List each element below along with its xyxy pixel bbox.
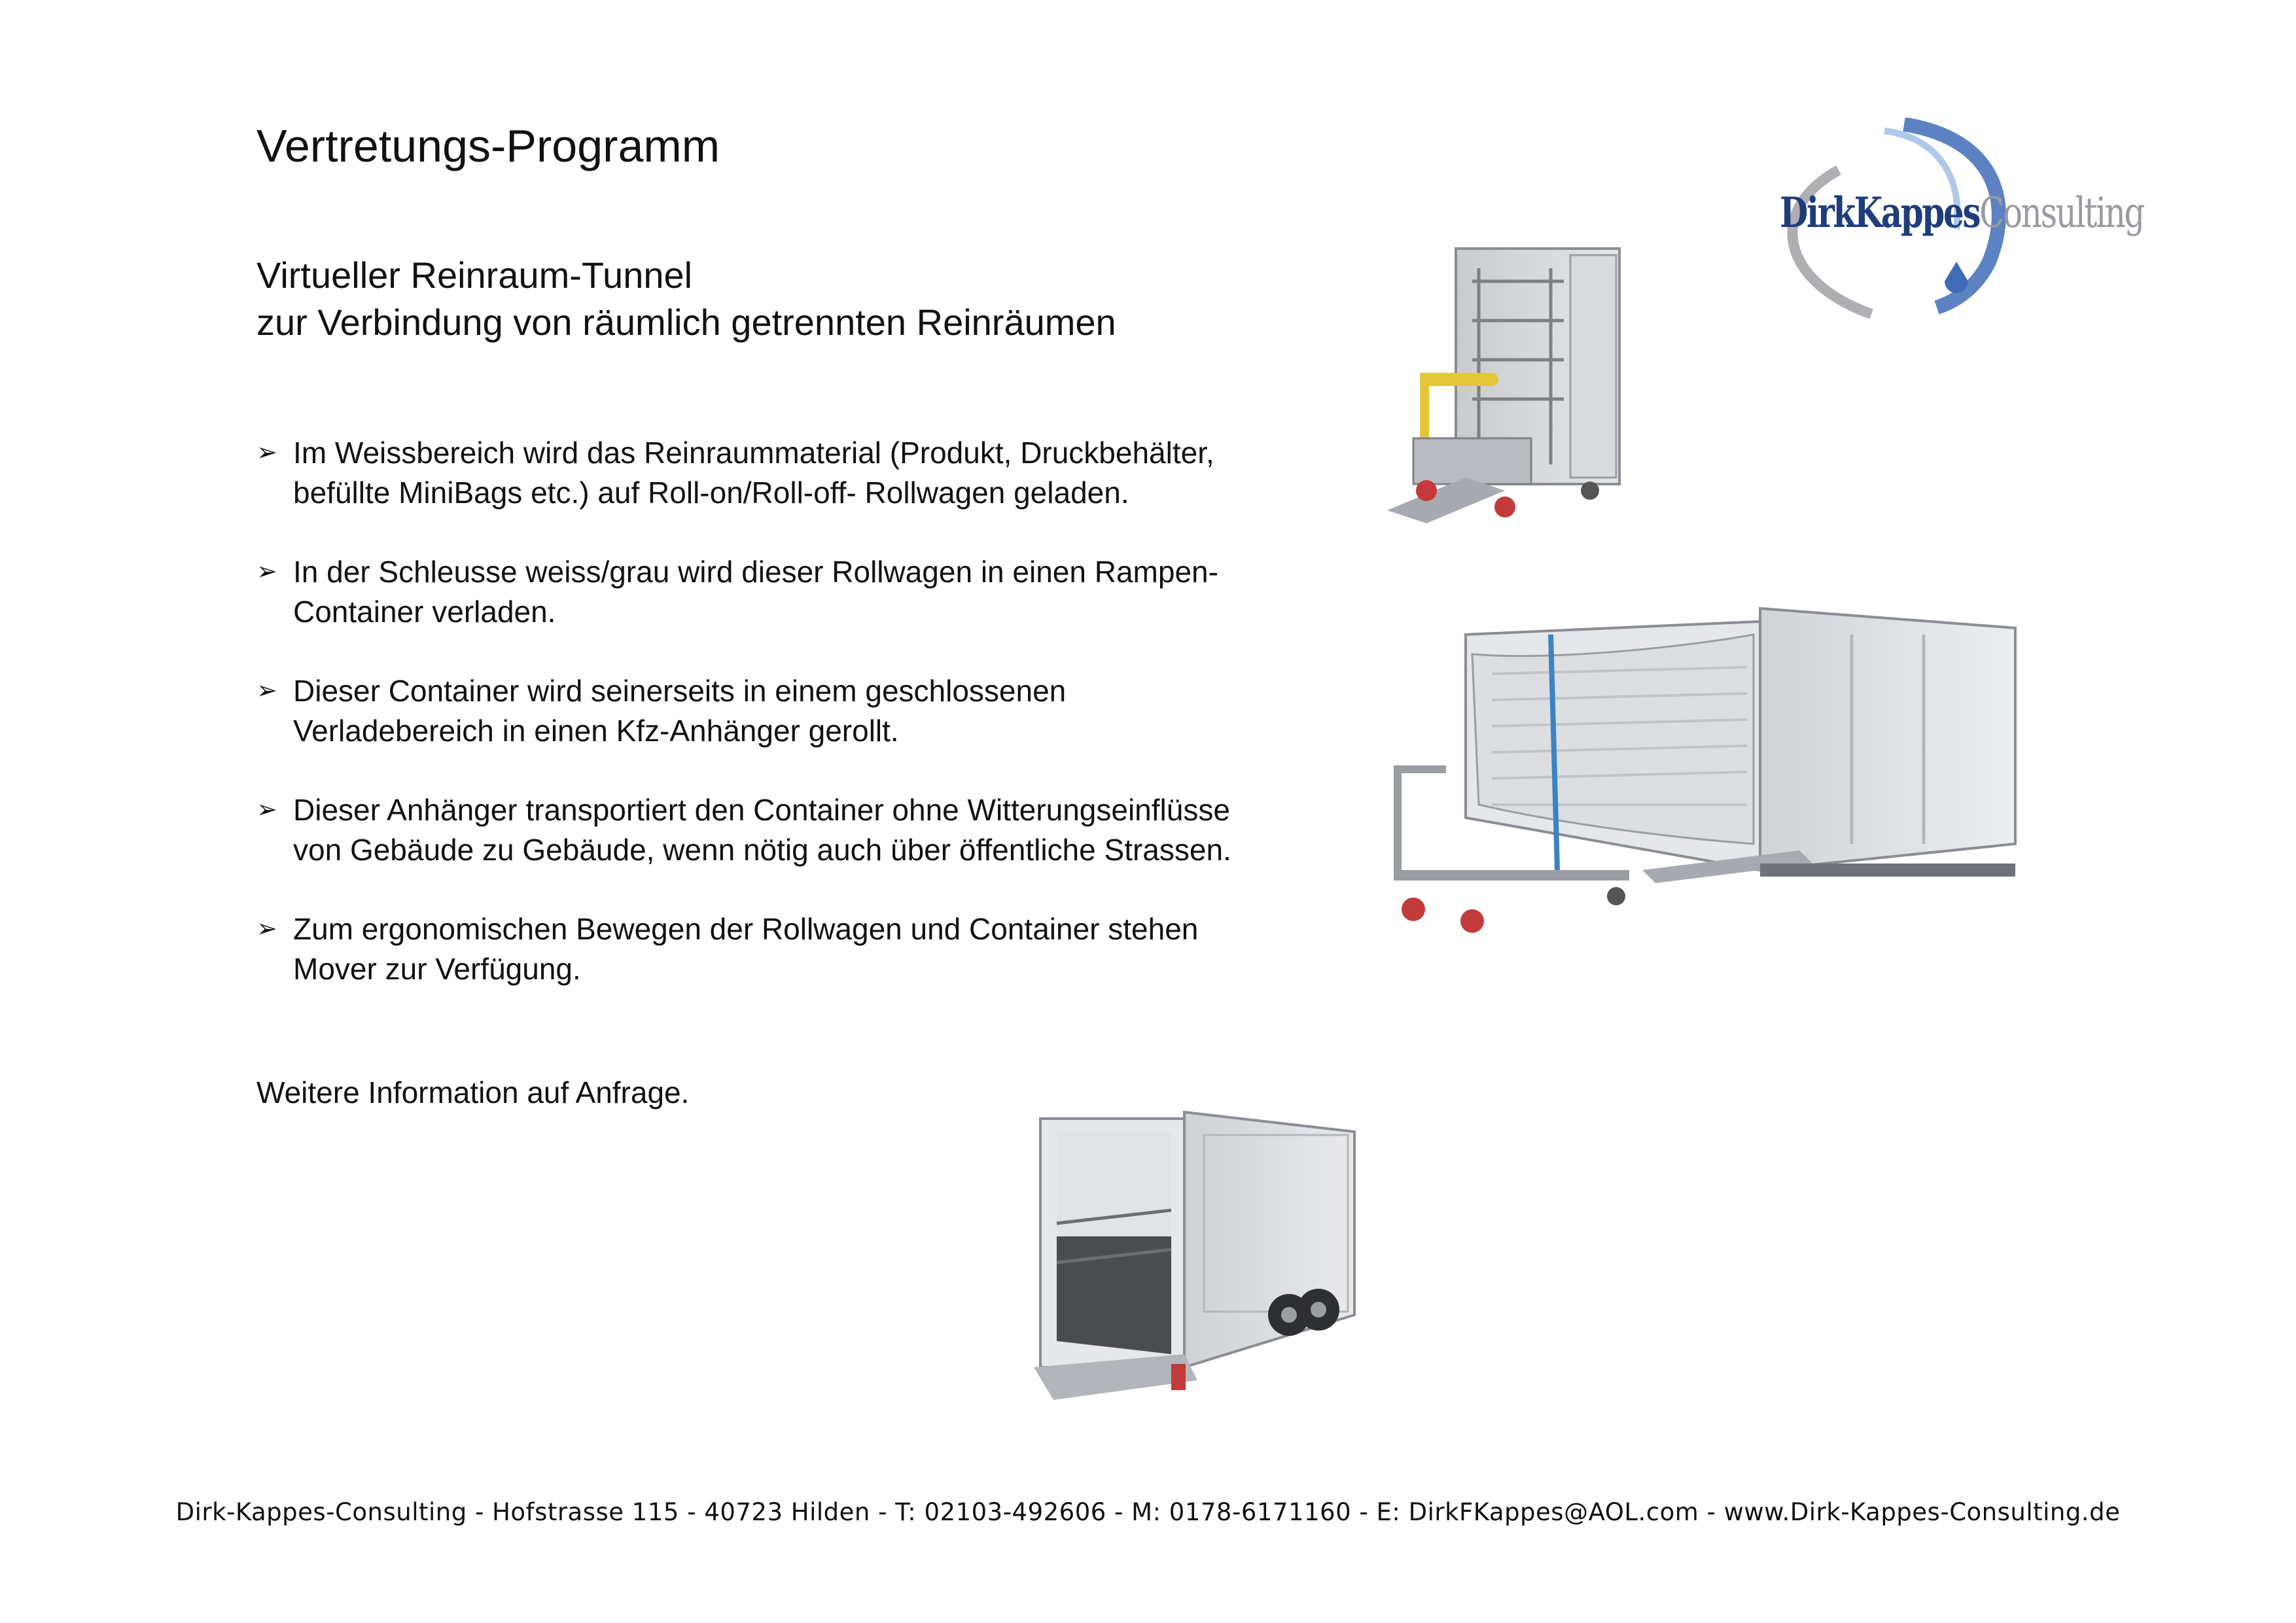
company-logo: [1740, 118, 2144, 327]
bullet-item: [256, 552, 1277, 632]
arrow-bullet-icon: ➢: [256, 677, 277, 705]
bullet-text-line: Dieser Anhänger transportiert den Container ohne Witterungseinflüsse: [293, 793, 1230, 827]
bullet-list: [256, 433, 1277, 1028]
arrow-bullet-icon: ➢: [256, 439, 277, 466]
bullet-text-line: Verladebereich in einen Kfz-Anhänger gerollt.: [293, 714, 899, 748]
subtitle-line-2: zur Verbindung von räumlich getrennten Reinräumen: [256, 302, 1116, 343]
bullet-item: [256, 790, 1277, 870]
bullet-text-line: Zum ergonomischen Bewegen der Rollwagen und Container stehen: [293, 912, 1199, 946]
subtitle-line-1: Virtueller Reinraum-Tunnel: [256, 254, 693, 296]
logo-word-2: Consulting: [1979, 189, 2144, 237]
page-title: Vertretungs-Programm: [256, 120, 720, 171]
box-trailer-image: [1027, 1106, 1368, 1400]
footer-contact: Dirk-Kappes-Consulting - Hofstrasse 115 - 40723 Hilden - T: 02103-492606 - M: 0178-6171160 - E: DirkFKappes@AOL.com - www.Dirk-Kappes-Consulting.de: [175, 1498, 2121, 1526]
bullet-text-line: Mover zur Verfügung.: [293, 952, 581, 986]
bullet-item: [256, 433, 1277, 513]
bullet-text-line: von Gebäude zu Gebäude, wenn nötig auch über öffentliche Strassen.: [293, 833, 1231, 867]
bullet-item: [256, 909, 1277, 989]
subtitle-block: [256, 252, 1116, 346]
arrow-bullet-icon: ➢: [256, 558, 277, 585]
arrow-bullet-icon: ➢: [256, 796, 277, 824]
bullet-text-line: In der Schleusse weiss/grau wird dieser Rollwagen in einen Rampen-: [293, 555, 1218, 589]
logo-wordmark: [1780, 188, 2144, 237]
logo-word-1: DirkKappes: [1780, 188, 1980, 237]
ramp-container-image: [1368, 595, 2022, 942]
trolley-cabinet-image: [1374, 242, 1649, 536]
bullet-text-line: Dieser Container wird seinerseits in einem geschlossenen: [293, 674, 1067, 708]
bullet-text-line: Container verladen.: [293, 595, 556, 629]
more-info-text: Weitere Information auf Anfrage.: [256, 1075, 690, 1109]
bullet-item: [256, 671, 1277, 751]
arrow-bullet-icon: ➢: [256, 915, 277, 943]
bullet-text-line: Im Weissbereich wird das Reinraummaterial (Produkt, Druckbehälter,: [293, 436, 1214, 470]
bullet-text-line: befüllte MiniBags etc.) auf Roll-on/Roll-off- Rollwagen geladen.: [293, 476, 1129, 510]
